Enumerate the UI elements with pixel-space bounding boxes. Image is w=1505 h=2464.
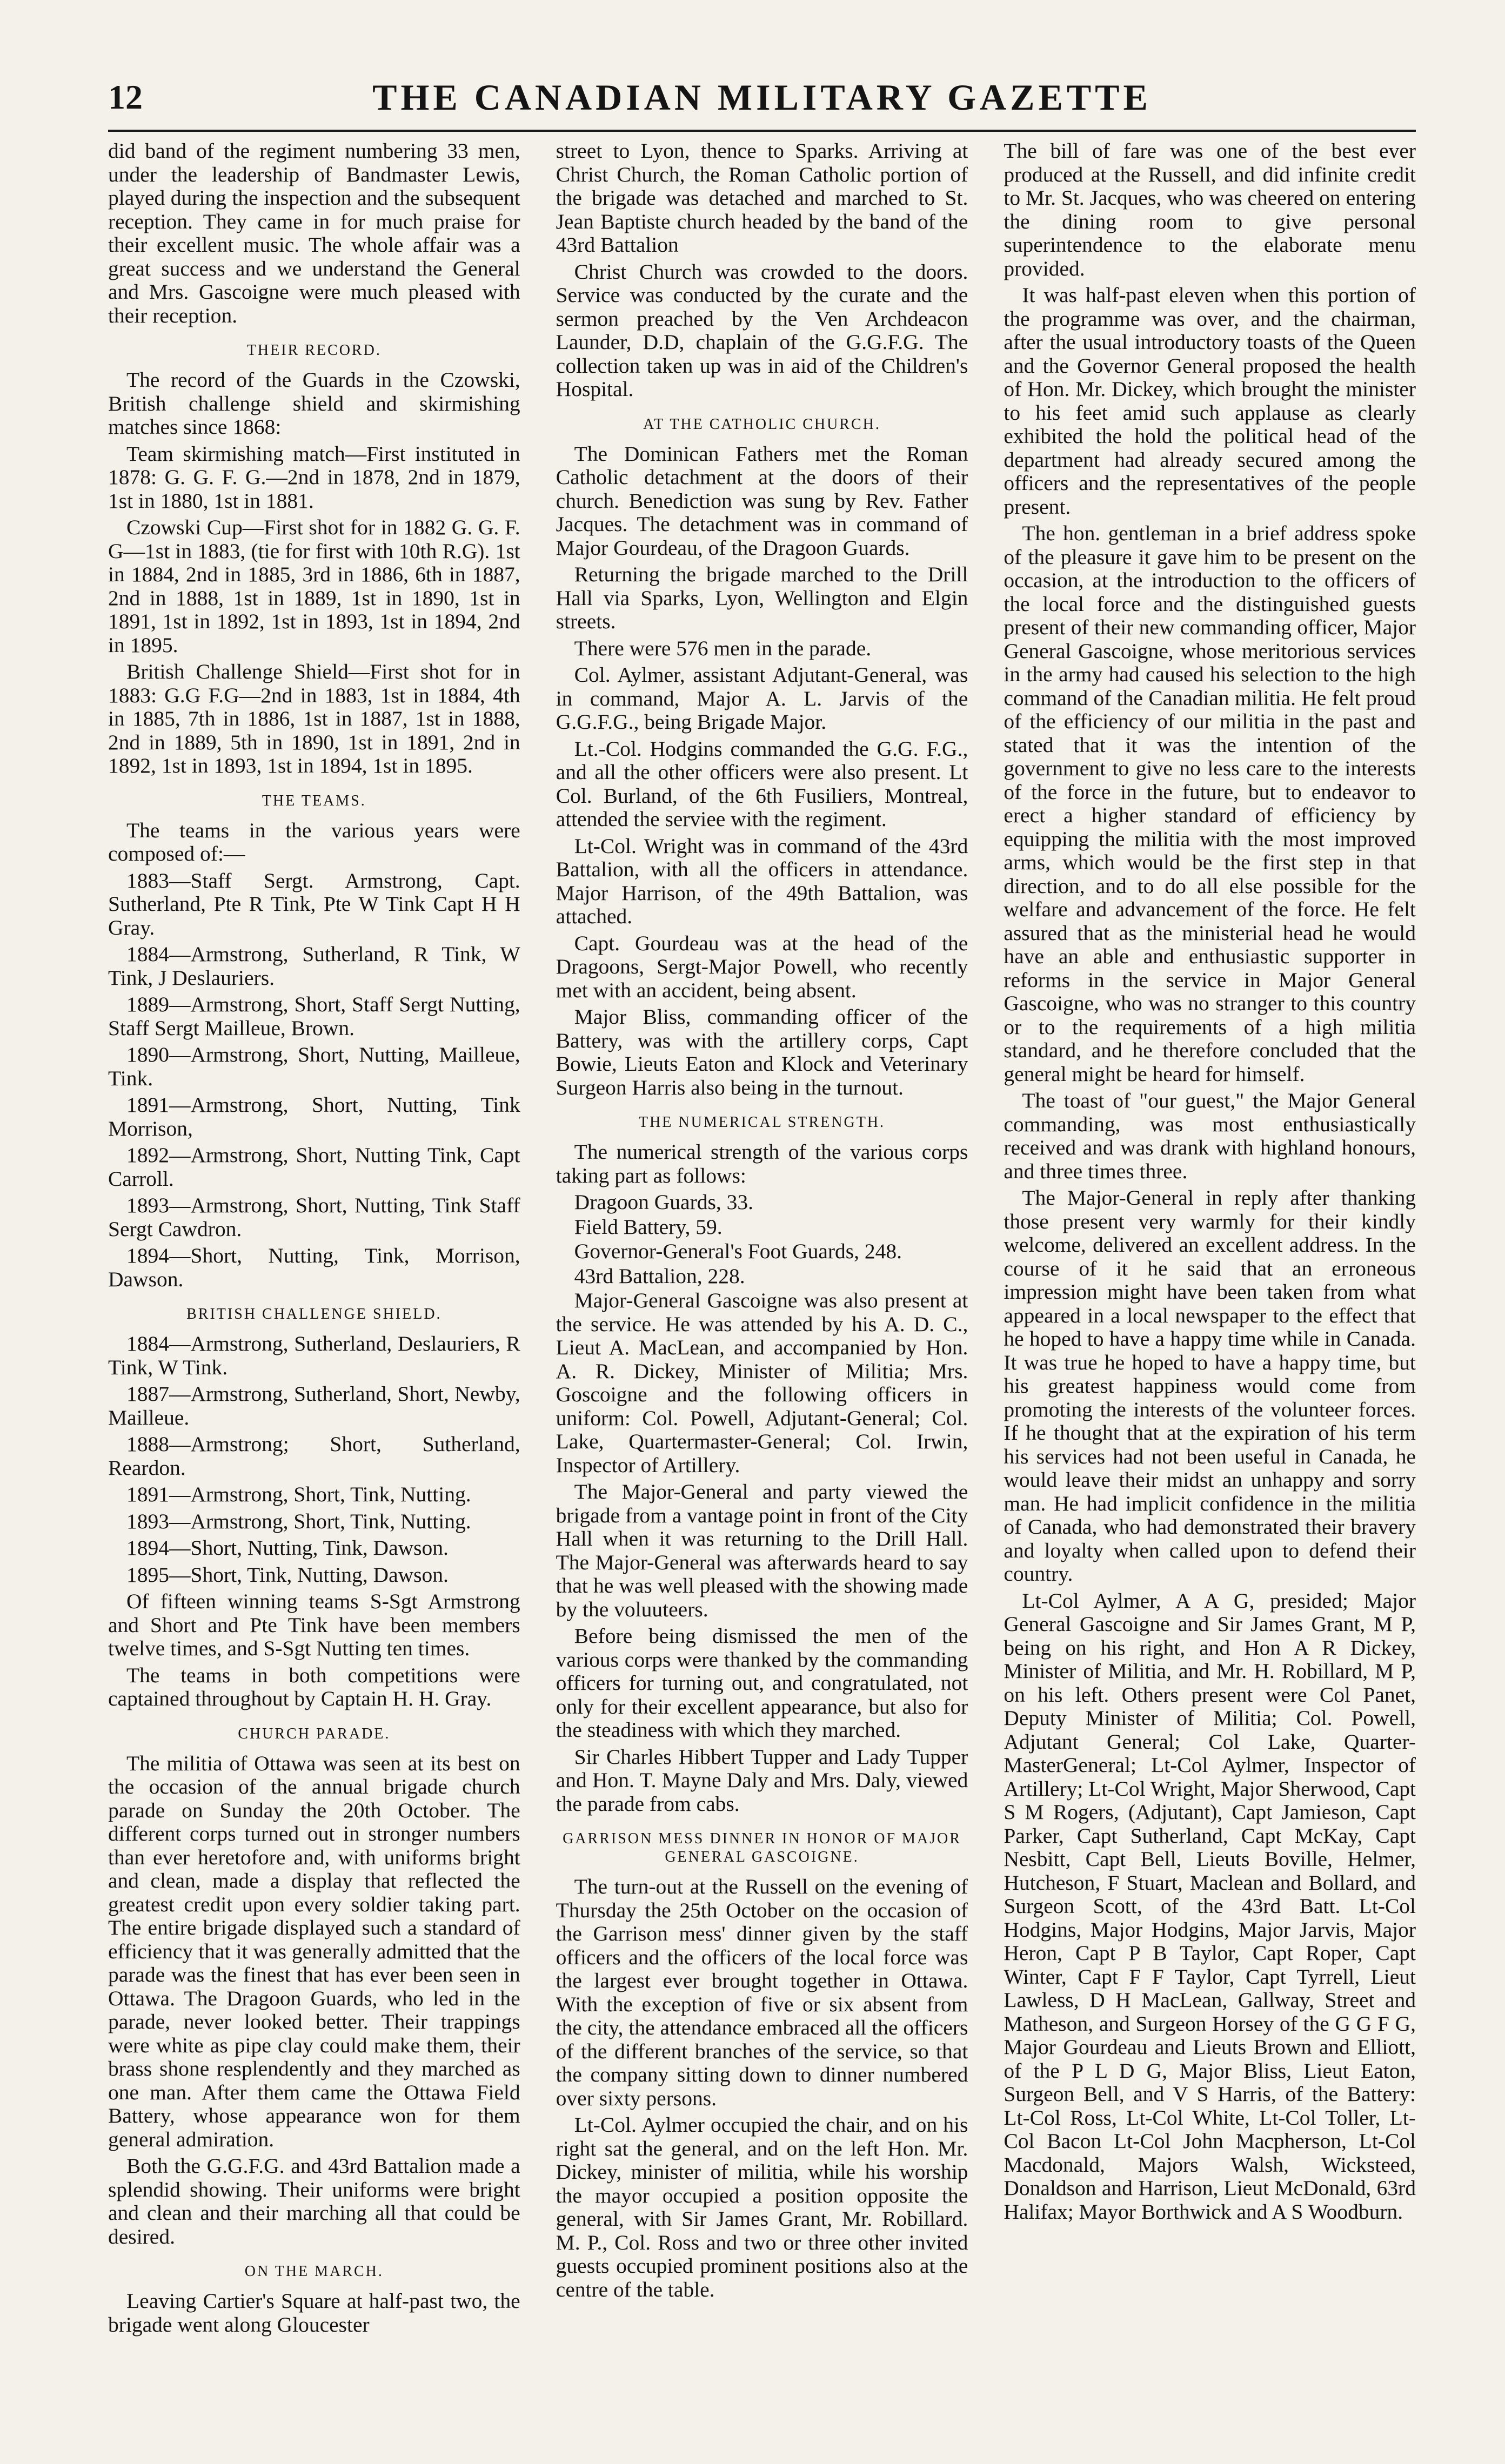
section-heading-numerical-strength: THE NUMERICAL STRENGTH. [638, 1114, 886, 1131]
team-entry: 1884—Armstrong, Sutherland, R Tink, W Tink, J Deslauriers. [108, 942, 520, 990]
paragraph: Col. Aylmer, assistant Adjutant-General, was in command, Major A. L. Jarvis of the G.G.F.G., being Brigade Major. [556, 663, 968, 734]
paragraph: Of fifteen winning teams S-Sgt Armstrong and Short and Pte Tink have been members twelve times, and S-Sgt Nutting ten times. [108, 1589, 520, 1660]
paragraph: Lt-Col Aylmer, A A G, presided; Major General Gascoigne and Sir James Grant, M P, being on his right, and Hon A R Dickey, Minister of Militia, and Mr. H. Robillard, M P, on his left. Others present were Col Panet, Deputy Minister of Militia; Col. Powell, Adjutant General; Col Lake, Quarter-MasterGeneral; Lt-Col Aylmer, Inspector of Artillery; Lt-Col Wright, Major Sherwood, Capt S M Rogers, (Adjutant), Capt Jamieson, Capt Parker, Capt Sutherland, Capt McKay, Capt Nesbitt, Capt Bell, Lieuts Boville, Helmer, Hutcheson, F Stuart, Maclean and Bollard, and Surgeon Scott, of the 43rd Batt. Lt-Col Hodgins, Major Hodgins, Major Jarvis, Major Heron, Capt P B Taylor, Capt Roper, Capt Winter, Capt F F Taylor, Capt Tyrrell, Lieut Lawless, D H MacLean, Gallway, Street and Matheson, and Surgeon Horsey of the G G F G, Major Gourdeau and Lieuts Brown and Elliott, of the P L D G, Major Bliss, Lieut Eaton, Surgeon Bell, and V S Harris, of the Battery: Lt-Col Ross, Lt-Col White, Lt-Col Toller, Lt-Col Bacon Lt-Col John Macpherson, Lt-Col Macdonald, Majors Walsh, Wicksteed, Donaldson and Harrison, Lieut McDonald, 63rd Halifax; Mayor Borthwick and A S Woodburn. [1004, 1588, 1416, 2224]
strength-entry: Field Battery, 59. [574, 1214, 723, 1239]
paragraph: The teams in the various years were composed of:— [108, 818, 520, 865]
strength-entry: 43rd Battalion, 228. [574, 1264, 745, 1288]
shield-entry: 1891—Armstrong, Short, Tink, Nutting. [126, 1482, 471, 1506]
paragraph: Lt-Col. Aylmer occupied the chair, and on his right sat the general, and on the left Hon. Mr. Dickey, minister of militia, while his worship the mayor occupied a position opposite the general, with Sir James Grant, Mr. Robillard. M. P., Col. Ross and two or three other invited guests occupied prominent positions also at the centre of the table. [556, 2113, 968, 2301]
shield-entry: 1884—Armstrong, Sutherland, Deslauriers, R Tink, W Tink. [108, 1332, 520, 1379]
paragraph: Lt-Col. Wright was in command of the 43rd Battalion, with all the officers in attendance. Major Harrison, of the 49th Battalion, was attached. [556, 834, 968, 928]
section-heading-catholic-church: AT THE CATHOLIC CHURCH. [643, 415, 881, 433]
paragraph: Major-General Gascoigne was also present at the service. He was attended by his A. D. C., Lieut A. MacLean, and accompanied by Hon. A. R. Dickey, Minister of Militia; Mrs. Goscoigne and the following officers in uniform: Col. Powell, Adjutant-General; Col. Lake, Quartermaster-General; Col. Irwin, Inspector of Artillery. [556, 1288, 968, 1477]
paragraph: Before being dismissed the men of the various corps were thanked by the commanding officers for turning out, and congratulated, not only for their excellent appearance, but also for the steadiness with which they marched. [556, 1624, 968, 1742]
paragraph: The Major-General in reply after thanking those present very warmly for their kindly welcome, delivered an excellent address. In the course of it he said that an erroneous impression might have been taken from what appeared in a local newspaper to the effect that he hoped to have a happy time while in Canada. It was true he hoped to have a happy time, but his greatest happiness would come from promoting the interests of the volunteer forces. If he thought that at the expiration of his term his services had not been useful in Canada, he would leave their midst an unhappy and sorry man. He had implicit confidence in the militia of Canada, who had demonstrated their bravery and loyalty when called upon to defend their country. [1004, 1186, 1416, 1586]
column-2 [556, 139, 968, 2414]
section-heading-church-parade: CHURCH PARADE. [238, 1725, 391, 1742]
team-entry: 1883—Staff Sergt. Armstrong, Capt. Sutherland, Pte R Tink, Pte W Tink Capt H H Gray. [108, 868, 520, 939]
shield-entry: 1888—Armstrong; Short, Sutherland, Reardon. [108, 1432, 520, 1480]
paragraph: The bill of fare was one of the best ever produced at the Russell, and did infinite credit to Mr. St. Jacques, who was cheered on entering the dining room to give personal superintendence to the elaborate menu provided. [1004, 139, 1416, 280]
paragraph: Sir Charles Hibbert Tupper and Lady Tupper and Hon. T. Mayne Daly and Mrs. Daly, viewed the parade from cabs. [556, 1744, 968, 1816]
paragraph: Czowski Cup—First shot for in 1882 G. G. F. G—1st in 1883, (tie for first with 10th R.G). 1st in 1884, 2nd in 1885, 3rd in 1886, 6th in 1887, 2nd in 1888, 1st in 1889, 1st in 1890, 1st in 1891, 1st in 1892, 1st in 1893, 1st in 1894, 2nd in 1895. [108, 515, 520, 657]
paragraph: did band of the regiment numbering 33 men, under the leadership of Bandmaster Lewis, played during the inspection and the subsequent reception. They came in for much praise for their excellent music. The whole affair was a great success and we understand the General and Mrs. Gascoigne were much pleased with their reception. [108, 139, 520, 327]
paragraph: There were 576 men in the parade. [574, 636, 872, 660]
paragraph: The turn-out at the Russell on the evening of Thursday the 25th October on the occasion of the Garrison mess' dinner given by the staff officers and the officers of the local force was the largest ever brought together in Ottawa. With the exception of five or six absent from the city, the attendance embraced all the officers of the different branches of the service, so that the company sitting down to dinner numbered over sixty persons. [556, 1875, 968, 2110]
column-1 [108, 139, 520, 2414]
section-heading-their-record: THEIR RECORD. [246, 342, 382, 359]
team-entry: 1889—Armstrong, Short, Staff Sergt Nutting, Staff Sergt Mailleue, Brown. [108, 992, 520, 1040]
paragraph: Christ Church was crowded to the doors. Service was conducted by the curate and the sermon preached by the Ven Archdeacon Launder, D.D, chaplain of the G.G.F.G. The collection taken up was in aid of the Children's Hospital. [556, 259, 968, 401]
paragraph: The record of the Guards in the Czowski, British challenge shield and skirmishing matches since 1868: [108, 368, 520, 439]
paragraph: Both the G.G.F.G. and 43rd Battalion made a splendid showing. Their uniforms were bright and clean and their marching all that could be desired. [108, 2154, 520, 2248]
strength-entry: Governor-General's Foot Guards, 248. [574, 1239, 902, 1263]
masthead [108, 65, 1416, 132]
shield-entry: 1887—Armstrong, Sutherland, Short, Newby, Mailleue. [108, 1382, 520, 1429]
section-heading-british-challenge-shield: BRITISH CHALLENGE SHIELD. [186, 1306, 442, 1322]
paragraph: Team skirmishing match—First instituted in 1878: G. G. F. G.—2nd in 1878, 2nd in 1879, 1st in 1880, 1st in 1881. [108, 441, 520, 513]
shield-entry: 1894—Short, Nutting, Tink, Dawson. [126, 1536, 449, 1560]
article-columns [108, 139, 1416, 2414]
team-entry: 1892—Armstrong, Short, Nutting Tink, Capt Carroll. [108, 1143, 520, 1191]
paragraph: The militia of Ottawa was seen at its best on the occasion of the annual brigade church parade on Sunday the 20th October. The different corps turned out in stronger numbers than ever heretofore and, with uniforms bright and clean, made a display that reflected the greatest credit upon every soldier taking part. The entire brigade displayed such a standard of efficiency that it was generally admitted that the parade was the finest that has ever been seen in Ottawa. The Dragoon Guards, who led in the parade, never looked better. Their trappings were white as pipe clay could make them, their brass shone resplendently and they marched as one man. After them came the Ottawa Field Battery, whose appearance won for them general admiration. [108, 1751, 520, 2151]
shield-entry: 1893—Armstrong, Short, Tink, Nutting. [126, 1509, 471, 1533]
paragraph: street to Lyon, thence to Sparks. Arriving at Christ Church, the Roman Catholic portion of the brigade was detached and marched to St. Jean Baptiste church headed by the band of the 43rd Battalion [556, 139, 968, 257]
team-entry: 1894—Short, Nutting, Tink, Morrison, Dawson. [108, 1244, 520, 1291]
paragraph: The hon. gentleman in a brief address spoke of the pleasure it gave him to be present on the occasion, at the introduction to the officers of the local force and the distinguished guests present of their new commanding officer, Major General Gascoigne, whose meritorious services in the army had caused his selection to the high command of the Canadian militia. He felt proud of the efficiency of our militia in the past and stated that it was the intention of the government to give no less care to the interests of the force in the future, but to endeavor to erect a higher standard of efficiency by equipping the militia with the most improved arms, which would be the first step in that direction, and to do all else possible for the welfare and advancement of the force. He felt assured that as the ministerial head he would have an able and enthusiastic supporter in reforms in the service in Major General Gascoigne, who was no stranger to this country or to the requirements of a high militia standard, and he therefore concluded that the general might be heard for himself. [1004, 521, 1416, 1086]
team-entry: 1890—Armstrong, Short, Nutting, Mailleue, Tink. [108, 1043, 520, 1090]
shield-entry: 1895—Short, Tink, Nutting, Dawson. [126, 1562, 449, 1587]
paragraph: Leaving Cartier's Square at half-past two, the brigade went along Gloucester [108, 2289, 520, 2337]
column-3 [1004, 139, 1416, 2414]
section-heading-on-the-march: ON THE MARCH. [244, 2263, 384, 2280]
section-heading-garrison-mess-dinner: GARRISON MESS DINNER IN HONOR OF MAJOR GENERAL GASCOIGNE. [563, 1830, 961, 1865]
paragraph: Lt.-Col. Hodgins commanded the G.G. F.G., and all the other officers were also present. Lt Col. Burland, of the 6th Fusiliers, Montreal, attended the serviee with the regiment. [556, 736, 968, 831]
newspaper-title: THE CANADIAN MILITARY GAZETTE [372, 76, 1152, 118]
paragraph: The teams in both competitions were captained throughout by Captain H. H. Gray. [108, 1663, 520, 1710]
paragraph: Capt. Gourdeau was at the head of the Dragoons, Sergt-Major Powell, who recently met with an accident, being absent. [556, 931, 968, 1002]
paragraph: The Dominican Fathers met the Roman Catholic detachment at the doors of their church. Benediction was sung by Rev. Father Jacques. The detachment was in command of Major Gourdeau, of the Dragoon Guards. [556, 441, 968, 560]
page-number: 12 [108, 78, 143, 116]
section-heading-the-teams: THE TEAMS. [262, 792, 366, 809]
paragraph: The Major-General and party viewed the brigade from a vantage point in front of the City Hall when it was returning to the Drill Hall. The Major-General was afterwards heard to say that he was well pleased with the showing made by the voluuteers. [556, 1480, 968, 1621]
strength-entry: Dragoon Guards, 33. [574, 1190, 753, 1214]
paragraph: British Challenge Shield—First shot for in 1883: G.G F.G—2nd in 1883, 1st in 1884, 4th in 1885, 7th in 1886, 1st in 1887, 1st in 1888, 2nd in 1889, 5th in 1890, 1st in 1891, 2nd in 1892, 1st in 1893, 1st in 1894, 1st in 1895. [108, 660, 520, 777]
paragraph: The numerical strength of the various corps taking part as follows: [556, 1140, 968, 1187]
team-entry: 1893—Armstrong, Short, Nutting, Tink Staff Sergt Cawdron. [108, 1193, 520, 1241]
paragraph: It was half-past eleven when this portion of the programme was over, and the chairman, after the usual introductory toasts of the Queen and the Governor General proposed the health of Hon. Mr. Dickey, which brought the minister to his feet amid such applause as clearly exhibited the hold the political head of the department had already secured among the officers and the representatives of the people present. [1004, 283, 1416, 519]
paragraph: Major Bliss, commanding officer of the Battery, was with the artillery corps, Capt Bowie, Lieuts Eaton and Klock and Veterinary Surgeon Harris also being in the turnout. [556, 1005, 968, 1099]
paragraph: The toast of "our guest," the Major General commanding, was most enthusiastically received and was drank with highland honours, and three times three. [1004, 1089, 1416, 1183]
paragraph: Returning the brigade marched to the Drill Hall via Sparks, Lyon, Wellington and Elgin streets. [556, 562, 968, 633]
team-entry: 1891—Armstrong, Short, Nutting, Tink Morrison, [108, 1093, 520, 1140]
